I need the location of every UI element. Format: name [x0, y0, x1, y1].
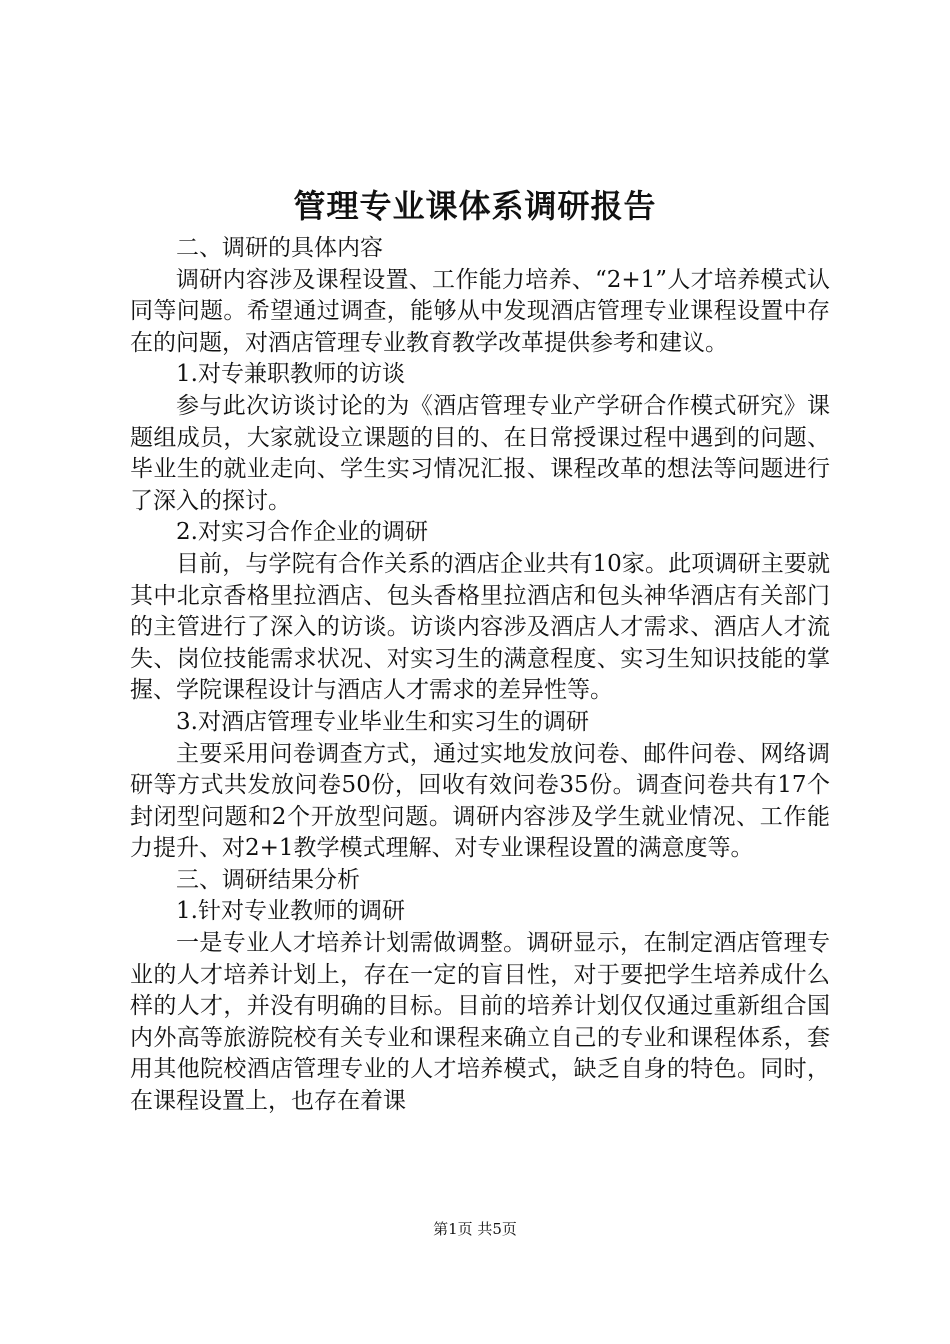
- paragraph: 主要采用问卷调查方式，通过实地发放问卷、邮件问卷、网络调研等方式共发放问卷50份，回收有效问卷35份。调查问卷共有17个封闭型问题和2个开放型问题。调研内容涉及学生就业情况、工作能力提升、对2+1教学模式理解、对专业课程设置的满意度等。: [130, 740, 830, 862]
- document-title: 管理专业课体系调研报告: [293, 187, 657, 225]
- subsection-heading: 1.对专兼职教师的访谈: [176, 361, 405, 388]
- paragraph: 参与此次访谈讨论的为《酒店管理专业产学研合作模式研究》课题组成员，大家就设立课题的目的、在日常授课过程中遇到的问题、毕业生的就业走向、学生实习情况汇报、课程改革的想法等问题进行了深入的探讨。: [130, 392, 830, 514]
- document-body: [130, 233, 830, 1118]
- subsection-heading: 1.针对专业教师的调研: [176, 898, 405, 925]
- page-footer: 第1页 共5页: [433, 1220, 517, 1238]
- section-heading: 二、调研的具体内容: [176, 235, 383, 261]
- paragraph: 一是专业人才培养计划需做调整。调研显示，在制定酒店管理专业的人才培养计划上，存在一定的盲目性，对于要把学生培养成什么样的人才，并没有明确的目标。目前的培养计划仅仅通过重新组合国内外高等旅游院校有关专业和课程来确立自己的专业和课程体系，套用其他院校酒店管理专业的人才培养模式，缺乏自身的特色。同时，在课程设置上，也存在着课: [130, 930, 830, 1115]
- paragraph: 调研内容涉及课程设置、工作能力培养、“2+1”人才培养模式认同等问题。希望通过调查，能够从中发现酒店管理专业课程设置中存在的问题，对酒店管理专业教育教学改革提供参考和建议。: [130, 266, 830, 356]
- section-heading: 三、调研结果分析: [176, 866, 360, 893]
- subsection-heading: 3.对酒店管理专业毕业生和实习生的调研: [176, 708, 589, 735]
- subsection-heading: 2.对实习合作企业的调研: [176, 519, 428, 546]
- paragraph: 目前，与学院有合作关系的酒店企业共有10家。此项调研主要就其中北京香格里拉酒店、包头香格里拉酒店和包头神华酒店有关部门的主管进行了深入的访谈。访谈内容涉及酒店人才需求、酒店人才流失、岗位技能需求状况、对实习生的满意程度、实习生知识技能的掌握、学院课程设计与酒店人才需求的差异性等。: [130, 550, 830, 704]
